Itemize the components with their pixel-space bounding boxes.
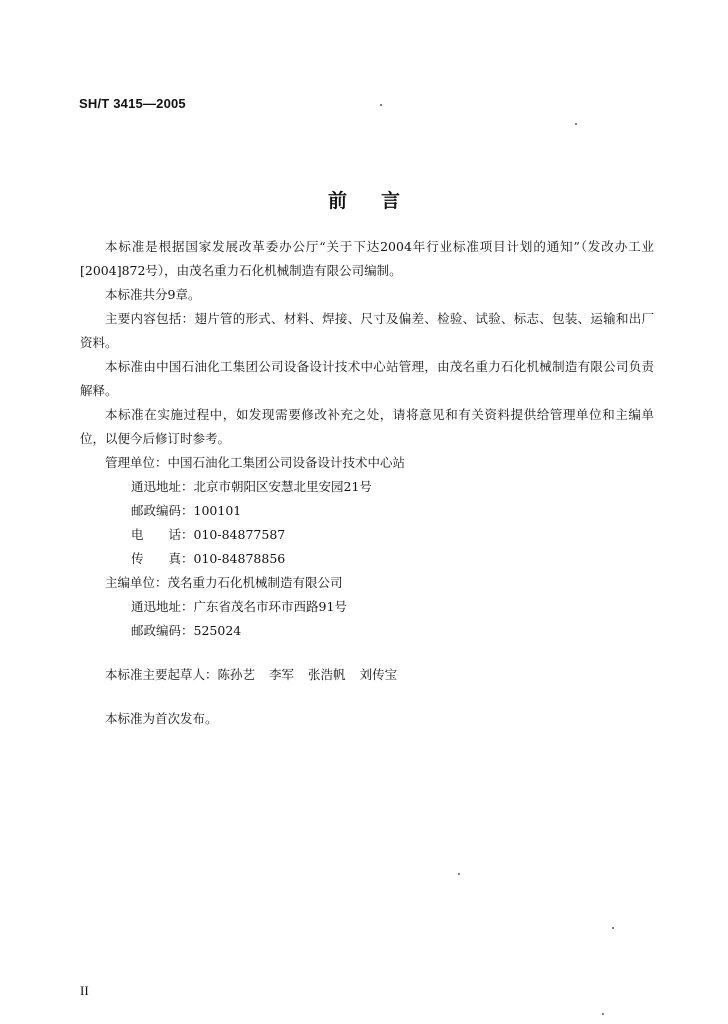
drafters-label: 本标准主要起草人： — [105, 667, 218, 682]
drafter-name: 陈孙艺 — [217, 667, 256, 682]
drafter-name: 李军 — [269, 667, 295, 682]
paragraph-feedback: 本标准在实施过程中，如发现需要修改补充之处，请将意见和有关资料提供给管理单位和主编单位，以便今后修订时参考。 — [80, 407, 654, 446]
management-postcode — [80, 499, 654, 523]
management-fax — [80, 547, 654, 571]
scan-speck — [380, 104, 382, 106]
chief-editor-address — [80, 595, 654, 619]
paragraph-basis: 本标准是根据国家发展改革委办公厅“关于下达2004年行业标准项目计划的通知”（发改办工业[2004]872号），由茂名重力石化机械制造有限公司编制。 — [80, 239, 654, 278]
management-address-value: 北京市朝阳区安慧北里安园21号 — [193, 479, 372, 494]
chief-editor-label: 主编单位： — [105, 575, 168, 590]
management-fax-value: 010-84878856 — [193, 551, 286, 566]
management-fax-label: 传 真： — [131, 551, 194, 566]
chief-editor-unit — [80, 571, 654, 595]
management-address-label: 通迅地址： — [131, 479, 194, 494]
scan-speck — [612, 927, 614, 929]
scan-speck — [575, 123, 577, 125]
drafters-line — [80, 663, 654, 687]
page-title: 前言 — [327, 190, 434, 212]
chief-editor-address-value: 广东省茂名市环市西路91号 — [193, 599, 347, 614]
chief-editor-postcode-value: 525024 — [193, 623, 242, 638]
scan-speck — [458, 873, 460, 875]
chief-editor-postcode — [80, 619, 654, 643]
management-address — [80, 475, 654, 499]
chief-editor-address-label: 通迅地址： — [131, 599, 194, 614]
chief-editor-postcode-label: 邮政编码： — [131, 623, 194, 638]
drafter-name: 张浩帆 — [308, 667, 346, 682]
management-phone — [80, 523, 654, 547]
standard-code: SH/T 3415—2005 — [79, 96, 186, 111]
management-phone-label: 电 话： — [131, 527, 194, 542]
management-unit-name: 中国石油化工集团公司设备设计技术中心站 — [167, 455, 406, 470]
paragraph-contents: 主要内容包括：翅片管的形式、材料、焊接、尺寸及偏差、检验、试验、标志、包装、运输和出厂资料。 — [80, 311, 654, 350]
drafter-name: 刘传宝 — [359, 667, 398, 682]
first-release-note: 本标准为首次发布。 — [105, 711, 218, 726]
foreword-body — [80, 235, 654, 731]
paragraph-management: 本标准由中国石油化工集团公司设备设计技术中心站管理，由茂名重力石化机械制造有限公司负责解释。 — [80, 359, 654, 398]
chief-editor-name: 茂名重力石化机械制造有限公司 — [167, 575, 343, 590]
scan-speck — [602, 1013, 604, 1015]
management-postcode-label: 邮政编码： — [131, 503, 194, 518]
management-unit-label: 管理单位： — [105, 455, 168, 470]
management-postcode-value: 100101 — [193, 503, 242, 518]
page-number: II — [80, 983, 89, 998]
management-phone-value: 010-84877587 — [193, 527, 286, 542]
management-unit — [80, 451, 654, 475]
paragraph-chapters: 本标准共分9章。 — [105, 287, 201, 302]
